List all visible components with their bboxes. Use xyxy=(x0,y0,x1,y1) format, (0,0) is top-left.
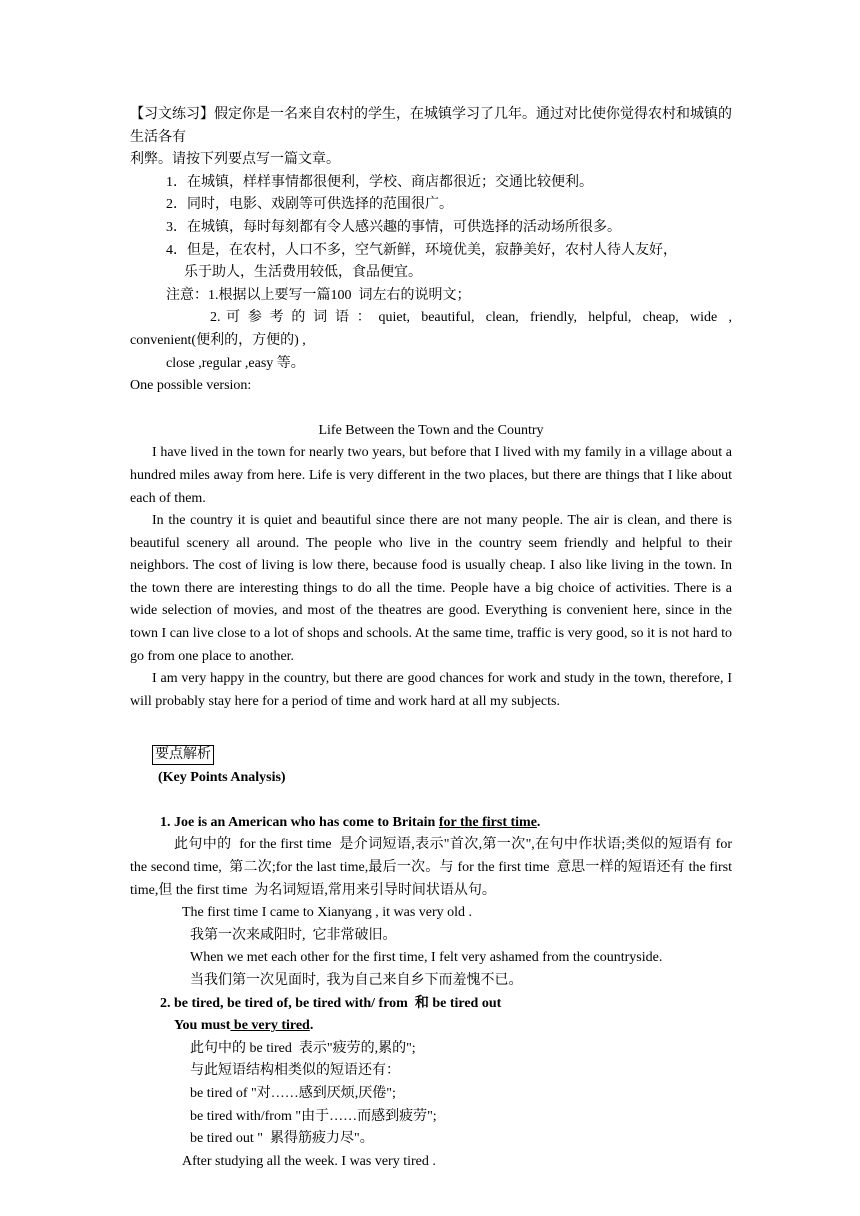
point2-num: 2 xyxy=(160,995,167,1011)
version-label: One possible version: xyxy=(130,378,252,394)
point2-sentence-post: . xyxy=(309,1018,314,1034)
exercise-point-3: 3．在城镇，每时每刻都有令人感兴趣的事情，可供选择的活动场所很多。 xyxy=(166,219,621,235)
point2-line-1: 此句中的 be tired 表示"疲劳的,累的"; xyxy=(190,1040,416,1056)
key-points-heading: (Key Points Analysis) xyxy=(158,769,286,785)
exercise-intro-line1: 【习文练习】假定你是一名来自农村的学生，在城镇学习了几年。通过对比使你觉得农村和城镇的生活各有 xyxy=(130,107,732,145)
point2-line-5: be tired out " 累得筋疲力尽"。 xyxy=(190,1131,374,1147)
essay-paragraph-2: In the country it is quiet and beautiful since there are not many people. The air is clean, and there is beautiful scenery all around. The people who live in the country seem friendly and helpful to their neighbors. The cost of living is low there, because food is usually cheap. I also like living in the town. In the town there are interesting things to do all the time. People have a big choice of activities. There is a wide selection of movies, and most of the theatres are good. Everything is convenient here, since in the town I can live close to a lot of shops and schools. At the same time, traffic is very good, so it is not hard to go from one place to another. xyxy=(130,513,736,664)
point2-heading-rest: . be tired, be tired of, be tired with/ from 和 be tired out xyxy=(167,995,502,1011)
exercise-note-3: close ,regular ,easy 等。 xyxy=(166,355,305,371)
point2-line-3: be tired of "对……感到厌烦,厌倦"; xyxy=(190,1085,396,1101)
key-points-box-label: 要点解析 xyxy=(152,745,214,765)
exercise-note-1: 注意：1.根据以上要写一篇100 词左右的说明文； xyxy=(166,287,471,303)
essay-title: Life Between the Town and the Country xyxy=(318,422,544,438)
exercise-point-1: 1．在城镇，样样事情都很便利，学校、商店都很近；交通比较便利。 xyxy=(166,174,593,190)
point1-example-1-cn: 我第一次来咸阳时, 它非常破旧。 xyxy=(190,927,397,943)
point1-example-2-cn: 当我们第一次见面时, 我为自己来自乡下而羞愧不已。 xyxy=(190,972,523,988)
point2-example: After studying all the week. I was very tired . xyxy=(182,1153,436,1169)
point1-num: 1 xyxy=(160,814,167,830)
point1-sentence-underline: for the first time xyxy=(438,814,537,830)
point2-sentence-underline: be very tired xyxy=(230,1018,310,1034)
analysis-heading-row xyxy=(130,721,732,811)
exercise-intro-line2: 利弊。请按下列要点写一篇文章。 xyxy=(130,152,340,168)
point2-sentence xyxy=(130,1015,732,1038)
point2-line-4: be tired with/from "由于……而感到疲劳"; xyxy=(190,1108,437,1124)
exercise-point-2: 2．同时，电影、戏剧等可供选择的范围很广。 xyxy=(166,197,453,213)
point1-sentence-post: . xyxy=(536,814,541,830)
exercise-point-4: 4．但是，在农村，人口不多，空气新鲜，环境优美，寂静美好，农村人待人友好， xyxy=(166,242,677,258)
exercise-note-2: 2. 可 参 考 的 词 语 ： quiet, beautiful, clean, friendly, helpful, cheap, wide , convenient(便利的，方便的) , xyxy=(130,310,739,348)
essay-paragraph-1: I have lived in the town for nearly two years, but before that I lived with my family in a village about a hundred miles away from here. Life is very different in the two places, but there are things that I like about each of them. xyxy=(130,445,736,506)
essay-paragraph-3: I am very happy in the country, but there are good chances for work and study in the town, therefore, I will probably stay here for a period of time and work hard at all my subjects. xyxy=(130,671,736,709)
point2-heading xyxy=(130,993,732,1016)
document-page xyxy=(130,104,739,1173)
point2-line-2: 与此短语结构相类似的短语还有： xyxy=(190,1063,400,1079)
point1-sentence xyxy=(130,812,732,835)
point1-explanation: 此句中的 for the first time 是介词短语,表示"首次,第一次",在句中作状语;类似的短语有 for the second time, 第二次;for the last time,最后一次。与 for the first time 意思一样的短语还有 the first time,但 the first time 为名词短语,常用来引导时间状语从句。 xyxy=(130,837,736,898)
point1-example-1: The first time I came to Xianyang , it was very old . xyxy=(182,905,473,921)
exercise-point-4-cont: 乐于助人，生活费用较低，食品便宜。 xyxy=(184,265,422,281)
point1-example-2: When we met each other for the first time, I felt very ashamed from the countryside. xyxy=(190,950,663,966)
point2-sentence-pre: You must xyxy=(174,1018,231,1034)
point1-sentence-pre: . Joe is an American who has come to Britain xyxy=(167,814,439,830)
